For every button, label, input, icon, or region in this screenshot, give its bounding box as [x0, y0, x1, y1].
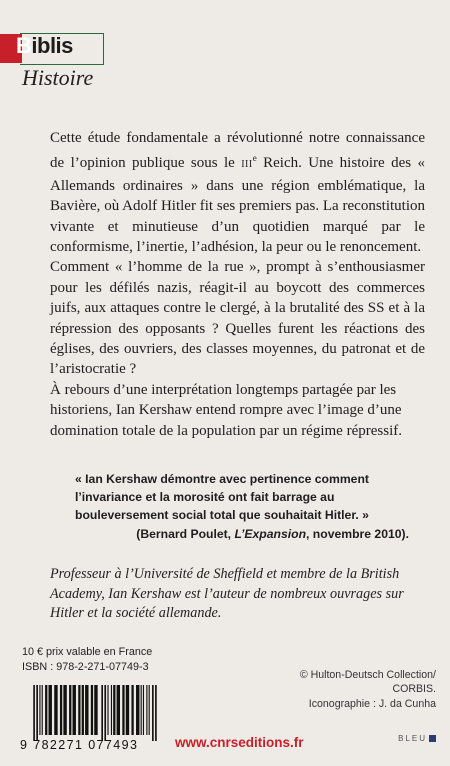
- barcode-bar: [91, 685, 93, 735]
- barcode-bar: [94, 685, 97, 735]
- series-name-rest: iblis: [31, 33, 73, 58]
- barcode-bar: [101, 685, 103, 741]
- summary-p1-end: Reich. Une histoire des « Allemands ordinaires » dans une région emblématique, la Bavière, où Adolf Hitler fit ses premiers pas. La reconstitution vivante et minutieuse d’un quotidien marqué par le conformisme, l’inertie, l’adhésion, la peur ou le renoncement.: [50, 155, 425, 256]
- barcode-bar: [60, 685, 62, 735]
- barcode-bar: [131, 685, 133, 735]
- barcode-bar: [143, 685, 144, 735]
- publisher-website[interactable]: www.cnrseditions.fr: [175, 735, 304, 750]
- quote-text: « Ian Kershaw démontre avec pertinence comment l’invariance et la morosité ont fait barrage au bouleversement social total que souhaitait Hitler. »: [75, 472, 369, 522]
- press-quote: [75, 470, 415, 543]
- barcode-bar: [141, 685, 142, 735]
- barcode-bar: [155, 685, 157, 741]
- printer-mark: [398, 734, 436, 743]
- barcode-bar: [45, 685, 47, 735]
- barcode-bar: [152, 685, 154, 741]
- barcode-bar: [42, 685, 43, 735]
- barcode-bar: [136, 685, 139, 735]
- barcode-bar: [113, 685, 115, 735]
- barcode-bar: [122, 685, 124, 735]
- collection-name: Histoire: [22, 65, 94, 90]
- barcode-bar: [107, 685, 108, 735]
- barcode-bar: [49, 685, 52, 735]
- summary-paragraph-1: [50, 128, 425, 257]
- barcode-bar: [104, 685, 106, 741]
- price-label: 10 € prix valable en France: [22, 646, 153, 658]
- barcode-bar: [82, 685, 84, 735]
- credit-line-2: CORBIS.: [392, 683, 436, 696]
- barcode-bar: [111, 685, 112, 735]
- printer-mark-square: [429, 735, 436, 742]
- barcode-bar: [33, 685, 35, 741]
- barcode-bar: [39, 685, 40, 735]
- price-isbn-block: [22, 645, 152, 675]
- isbn-label: ISBN : 978-2-271-07749-3: [22, 661, 149, 673]
- summary-paragraph-3: À rebours d’une interprétation longtemps partagée par les historiens, Ian Kershaw entend rompre avec l’image d’une domination totale de la population par un régime répressif.: [50, 381, 402, 439]
- reich-numeral: III: [241, 159, 253, 171]
- barcode-bar: [73, 685, 76, 735]
- barcode-bar: [149, 685, 150, 735]
- barcode-bar: [126, 685, 129, 735]
- credit-line-1: © Hulton-Deutsch Collection/: [299, 669, 436, 681]
- barcode-bar: [117, 685, 120, 735]
- summary-paragraph-2: Comment « l’homme de la rue », prompt à s’enthousiasmer pour les défilés nazis, réagit-il au boycott des commerces juifs, aux attaques contre le clergé, à la brutalité des SS et à la répression des opposants ? Quelles furent les réactions des églises, des ouvriers, des classes moyennes, du patronat et de l’aristocratie ?: [50, 259, 425, 378]
- credit-line-3: Iconographie : J. da Cunha: [308, 697, 436, 710]
- series-name: [16, 33, 73, 59]
- quote-date: , novembre 2010).: [306, 527, 409, 541]
- quote-source: L’Expansion: [234, 527, 307, 541]
- summary-p1-start: Cette étude fondamentale a révolutionné notre connaissance de l’opinion publique sous le: [50, 130, 425, 172]
- barcode-bar: [36, 685, 38, 741]
- barcode-bar: [54, 685, 57, 735]
- quote-attribution: [75, 525, 409, 543]
- barcode-digits: 9 782271 077493: [20, 738, 139, 752]
- barcode-bar: [78, 685, 80, 735]
- photo-credits: [300, 668, 436, 711]
- barcode-bar: [69, 685, 71, 735]
- quote-attribution-author: (Bernard Poulet,: [136, 527, 235, 541]
- barcode: [32, 685, 158, 741]
- author-bio: Professeur à l’Université de Sheffield et membre de la British Academy, Ian Kershaw est l’auteur de nombreux ouvrages sur Hitler et la société allemande.: [50, 566, 404, 622]
- barcode-bar: [85, 685, 88, 735]
- reich-numeral-superscript: e: [252, 153, 257, 164]
- barcode-bar: [63, 685, 66, 735]
- printer-mark-text: BLEU: [398, 734, 427, 743]
- series-first-letter: B: [16, 33, 32, 58]
- barcode-bar: [146, 685, 147, 735]
- back-cover-summary: [50, 128, 425, 441]
